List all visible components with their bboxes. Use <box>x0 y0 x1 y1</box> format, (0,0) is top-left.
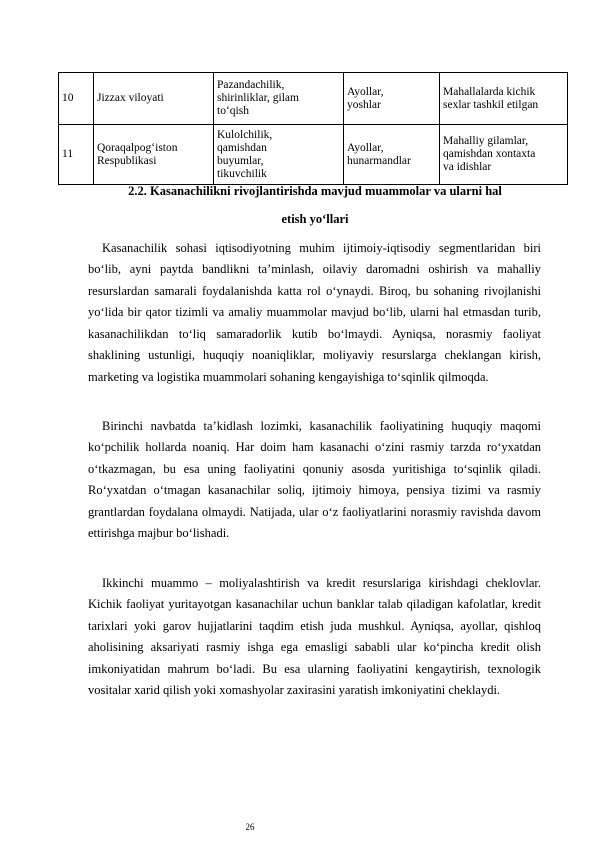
page-number: 26 <box>245 822 255 832</box>
note-cell: Mahalliy gilamlar, qamishdan xontaxta va idishlar <box>440 125 568 185</box>
note-cell: Mahallalarda kichik sexlar tashkil etilgan <box>440 73 568 125</box>
section-title-line2: etish yo‘llari <box>281 212 349 226</box>
regions-table <box>58 72 568 185</box>
table-row <box>59 73 568 125</box>
craft-cell: Pazandachilik, shirinliklar, gilam to‘qish <box>214 73 344 125</box>
row-number: 11 <box>59 125 94 185</box>
participants-cell: Ayollar, yoshlar <box>344 73 440 125</box>
region-cell: Jizzax viloyati <box>94 73 214 125</box>
paragraph-1: Kasanachilik sohasi iqtisodiyotning muhim ijtimoiy-iqtisodiy segmentlaridan biri bo‘lib, ayni paytda bandlikni ta’minlash, oilaviy daromadni oshirish va mahalliy resurslardan samarali foydalanishda katta rol o‘ynaydi. Biroq, bu sohaning rivojlanishi yo‘lida bir qator tizimli va amaliy muammolar mavjud bo‘lib, ularni hal etmasdan turib, kasanachilikdan to‘liq samaradorlik kutib bo‘lmaydi. Ayniqsa, norasmiy faoliyat shaklining ustunligi, huquqiy noaniqliklar, moliyaviy resurslarga cheklangan kirish, marketing va logistika muammolari sohaning kengayishiga to‘sqinlik qilmoqda. <box>88 240 541 384</box>
table-row <box>59 125 568 185</box>
paragraph-2: Birinchi navbatda ta’kidlash lozimki, kasanachilik faoliyatining huquqiy maqomi ko‘pchilik hollarda noaniq. Har doim ham kasanachi o‘zini rasmiy tarzda ro‘yxatdan o‘tkazmagan, bu esa uning faoliyatini qonuniy asosda yuritishiga to‘sqinlik qiladi. Ro‘yxatdan o‘tmagan kasanachilar soliq, ijtimoiy himoya, pensiya tizimi va rasmiy grantlardan foydalana olmaydi. Natijada, ular o‘z faoliyatlarini norasmiy ravishda davom ettirishga majbur bo‘lishadi. <box>88 418 541 540</box>
craft-cell: Kulolchilik, qamishdan buyumlar, tikuvchilik <box>214 125 344 185</box>
region-cell: Qoraqalpog‘iston Respublikasi <box>94 125 214 185</box>
paragraph-3: Ikkinchi muammo – moliyalashtirish va kredit resurslariga kirishdagi cheklovlar. Kichik faoliyat yuritayotgan kasanachilar uchun banklar talab qiladigan kafolatlar, kredit tarixlari yoki garov hujjatlarini taqdim etish juda mushkul. Ayniqsa, ayollar, qishloq aholisining aksariyati rasmiy ishga ega emasligi sababli ular ko‘pincha kredit olish imkoniyatidan mahrum bo‘ladi. Bu esa ularning faoliyatini kengaytirish, texnologik vositalar xarid qilish yoki xomashyolar zaxirasini yaratish imkoniyatini cheklaydi. <box>88 575 541 697</box>
section-title-line1: 2.2. Kasanachilikni rivojlantirishda mavjud muammolar va ularni hal <box>128 184 502 198</box>
row-number: 10 <box>59 73 94 125</box>
participants-cell: Ayollar, hunarmandlar <box>344 125 440 185</box>
